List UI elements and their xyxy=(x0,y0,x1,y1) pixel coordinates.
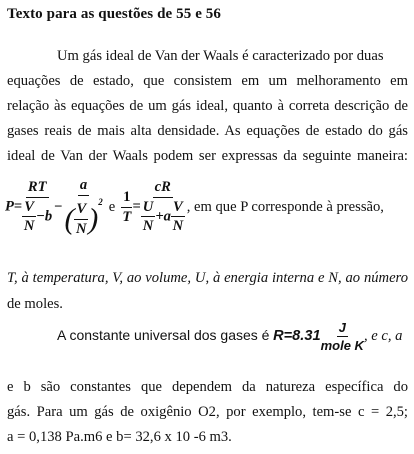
eq-operator: = xyxy=(132,198,141,215)
eq-denominator: ( $\frac{V}{N}$ )$^2$ xyxy=(64,196,103,237)
eq-fraction-rt xyxy=(22,180,52,234)
gas-constant-tail: , e c, a xyxy=(363,327,403,344)
paragraph-line: equações de estado, que consistem em um melhoramento em xyxy=(7,73,408,89)
paragraph-line: ideal de Van der Waals podem ser expressas da seguinte maneira: xyxy=(7,148,408,164)
eq-denominator: N xyxy=(172,218,184,235)
eq-connector: e xyxy=(108,198,116,215)
paragraph-line: T, à temperatura, V, ao volume, U, à energia interna e N, ao número xyxy=(7,270,408,286)
gas-constant-value: R=8.31 xyxy=(273,327,321,344)
eq-numerator: U xyxy=(141,200,156,218)
eq-denominator xyxy=(22,198,52,234)
eq-fraction-1t xyxy=(121,190,132,224)
paragraph-line: e b são constantes que dependem da natureza específica do xyxy=(7,379,408,395)
eq-exponent: 2 xyxy=(98,196,103,207)
paragraph-line: relação às equações de um gás ideal, quanto à correta descrição de xyxy=(7,98,408,114)
gas-constant-line xyxy=(57,321,402,352)
eq-fraction-vn xyxy=(22,200,36,234)
eq-fraction-vn xyxy=(171,200,185,234)
section-heading: Texto para as questões de 55 e 56 xyxy=(7,6,221,22)
eq-operator: + xyxy=(155,208,164,225)
unit-numerator: J xyxy=(338,320,346,335)
eq-fraction-a xyxy=(64,178,102,236)
paragraph-line: gases reais de mais alta densidade. As equações de estado do gás xyxy=(7,123,408,139)
paragraph-line: a = 0,138 Pa.m6 e b= 32,6 x 10 -6 m3. xyxy=(7,429,232,445)
eq-denominator: N xyxy=(142,218,154,235)
paragraph-line: Um gás ideal de Van der Waals é caracterizado por duas xyxy=(57,48,384,64)
eq-operator: − xyxy=(35,208,45,225)
eq-denominator: T xyxy=(122,208,132,225)
eq-numerator: V xyxy=(74,202,88,220)
paragraph-line: gás. Para um gás de oxigênio O2, por exemplo, tem-se c = 2,5; xyxy=(7,404,408,420)
eq-numerator: cR xyxy=(153,180,173,198)
eq-numerator: V xyxy=(22,200,36,218)
eq-numerator: V xyxy=(171,200,185,218)
eq-fraction-cr xyxy=(141,180,185,234)
eq-fraction-un xyxy=(141,200,156,234)
eq-denominator xyxy=(141,198,185,234)
eq-fraction-vn xyxy=(74,202,88,236)
eq-symbol: b xyxy=(44,208,53,225)
unit-denominator: mole K xyxy=(320,338,364,353)
equations-of-state xyxy=(5,178,384,236)
eq-denominator: N xyxy=(76,220,87,237)
gas-constant-unit xyxy=(321,321,364,352)
eq-operator: − xyxy=(54,198,63,215)
eq-operator: = xyxy=(13,198,23,215)
eq-symbol: P xyxy=(5,198,14,215)
gas-constant-label: A constante universal dos gases é xyxy=(57,326,270,343)
eq-denominator: N xyxy=(23,218,35,235)
eq-symbol: a xyxy=(163,208,171,225)
eq-trailing-text: , em que P corresponde à pressão, xyxy=(186,198,384,215)
eq-numerator: 1 xyxy=(121,190,132,208)
eq-numerator: RT xyxy=(26,180,49,198)
paragraph-line: de moles. xyxy=(7,296,63,312)
eq-numerator: a xyxy=(78,178,89,196)
